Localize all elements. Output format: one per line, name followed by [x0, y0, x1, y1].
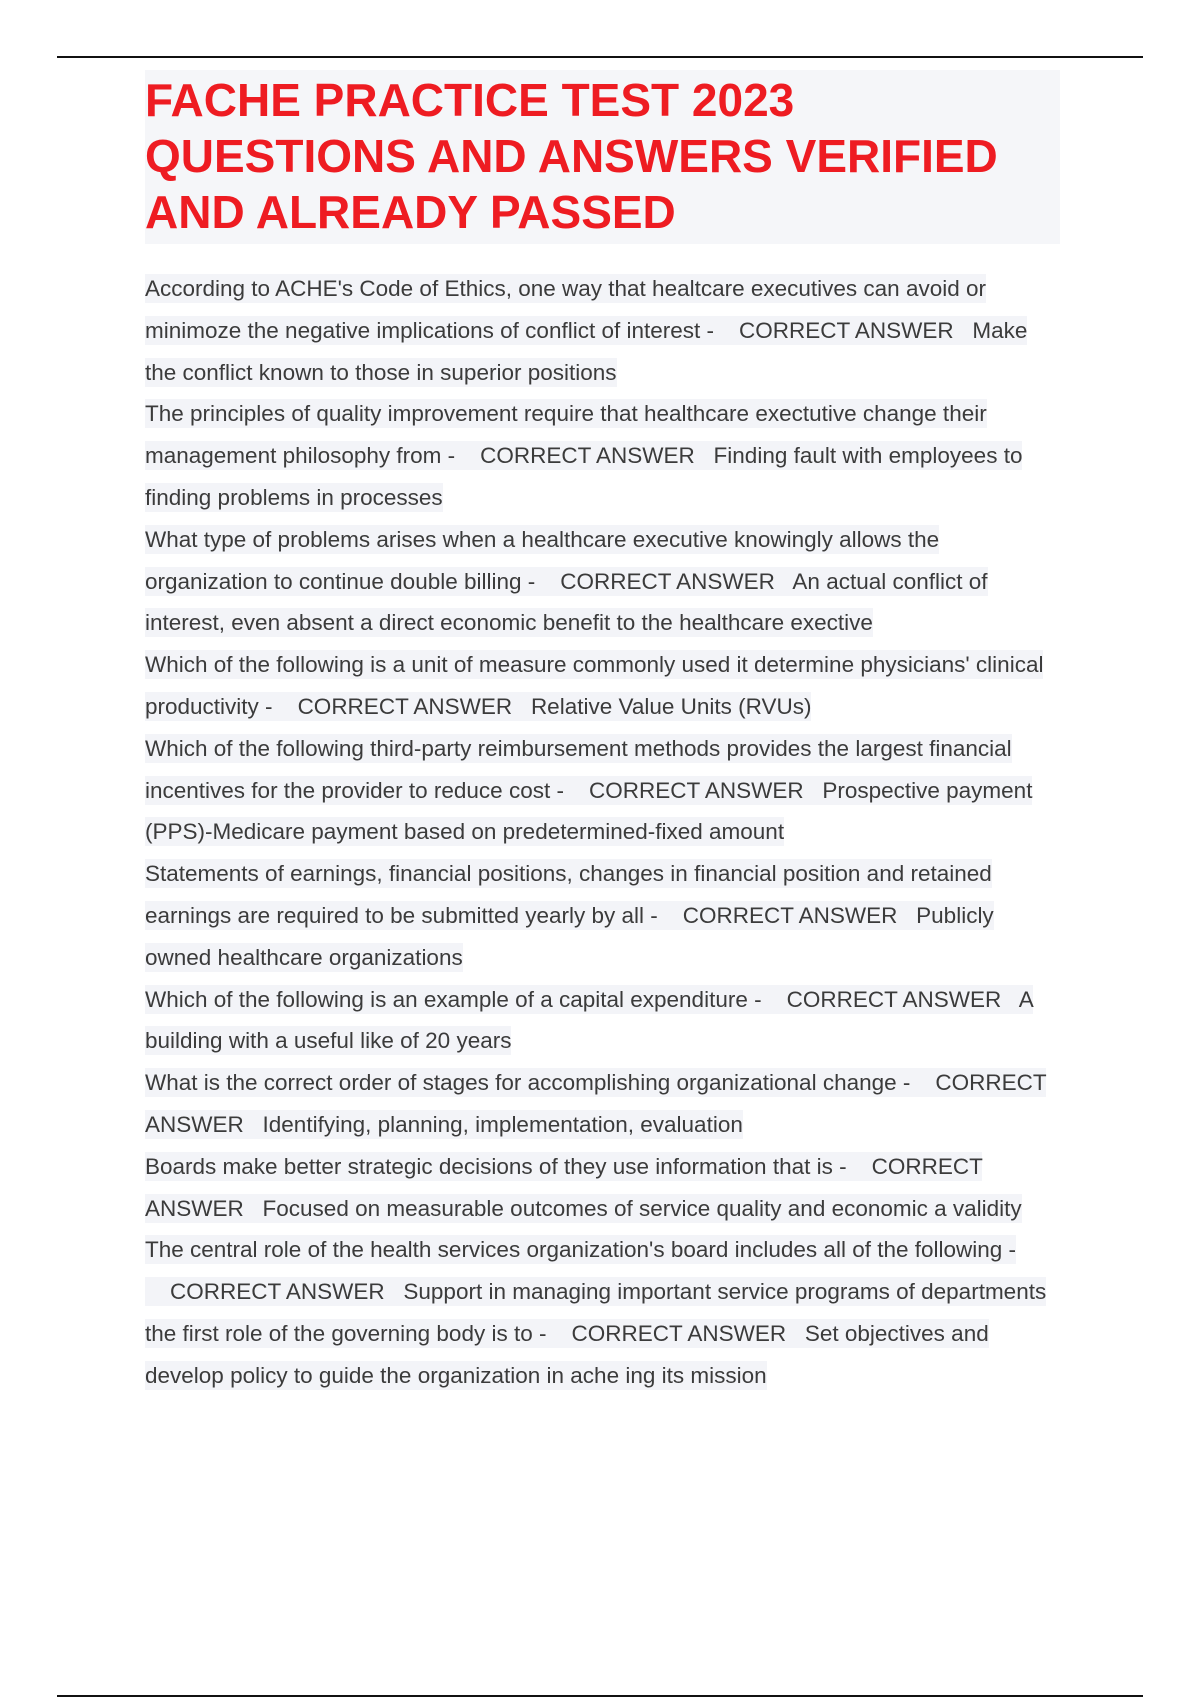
qa-item: [145, 1146, 1060, 1230]
answer-marker: CORRECT ANSWER: [571, 1320, 787, 1346]
answer-marker: CORRECT ANSWER: [739, 317, 954, 343]
answer-text: Prospective payment (PPS)-Medicare payment based on predetermined-fixed amount: [145, 777, 1033, 845]
qa-list: [145, 268, 1060, 1397]
question-text: The central role of the health services organization's board includes all of the following -: [145, 1237, 1017, 1263]
qa-item: [145, 1062, 1060, 1146]
question-text: The principles of quality improvement require that healthcare exectutive change their management philosophy from -: [145, 401, 987, 469]
answer-text: Make the conflict known to those in superior positions: [145, 317, 1028, 385]
qa-item: [145, 728, 1060, 853]
bottom-rule: [57, 1695, 1143, 1697]
answer-text: An actual conflict of interest, even absent a direct economic benefit to the healthcare exective: [145, 568, 988, 636]
qa-item: [145, 979, 1060, 1063]
answer-text: A building with a useful like of 20 years: [145, 986, 1033, 1054]
answer-marker: CORRECT ANSWER: [170, 1279, 385, 1305]
answer-marker: CORRECT ANSWER: [297, 693, 513, 719]
qa-item: [145, 519, 1060, 644]
answer-marker: CORRECT ANSWER: [588, 777, 804, 803]
document-title: FACHE PRACTICE TEST 2023 QUESTIONS AND ANSWERS VERIFIED AND ALREADY PASSED: [145, 74, 998, 238]
answer-marker: CORRECT ANSWER: [145, 1070, 1047, 1137]
answer-text: Identifying, planning, implementation, evaluation: [262, 1111, 743, 1137]
answer-text: Focused on measurable outcomes of service quality and economic a validity: [262, 1195, 1022, 1221]
answer-marker: CORRECT ANSWER: [480, 443, 695, 469]
question-text: Which of the following is an example of a capital expenditure -: [145, 986, 762, 1012]
answer-text: Support in managing important service programs of departments: [403, 1279, 1047, 1305]
answer-marker: CORRECT ANSWER: [786, 986, 1002, 1012]
answer-marker: CORRECT ANSWER: [560, 568, 775, 594]
qa-item: [145, 393, 1060, 518]
document-body: [145, 70, 1060, 1397]
question-text: Which of the following is a unit of measure commonly used it determine physicians' clinical productivity -: [145, 652, 1044, 719]
qa-item: [145, 853, 1060, 978]
answer-marker: CORRECT ANSWER: [145, 1153, 983, 1221]
answer-text: Set objectives and develop policy to guide the organization in ache ing its mission: [145, 1320, 989, 1388]
question-text: Statements of earnings, financial positions, changes in financial position and retained earnings are required to be submitted yearly by all -: [145, 861, 992, 928]
question-text: Which of the following third-party reimbursement methods provides the largest financial incentives for the provider to reduce cost -: [145, 735, 1012, 803]
top-rule: [57, 56, 1143, 58]
question-text: What type of problems arises when a healthcare executive knowingly allows the organization to continue double billing -: [145, 526, 940, 594]
title-block: [145, 70, 1060, 244]
answer-marker: CORRECT ANSWER: [682, 902, 898, 928]
qa-item: [145, 644, 1060, 728]
qa-item: [145, 1313, 1060, 1397]
question-text: According to ACHE's Code of Ethics, one way that healtcare executives can avoid or minimoze the negative implications of conflict of interest -: [145, 276, 986, 343]
answer-text: Publicly owned healthcare organizations: [145, 902, 994, 970]
question-text: What is the correct order of stages for accomplishing organizational change -: [145, 1070, 911, 1096]
question-text: the first role of the governing body is to -: [145, 1320, 547, 1346]
question-text: Boards make better strategic decisions of they use information that is -: [145, 1153, 847, 1179]
qa-item: [145, 1229, 1060, 1313]
qa-item: [145, 268, 1060, 393]
answer-text: Finding fault with employees to finding problems in processes: [145, 443, 1023, 510]
answer-text: Relative Value Units (RVUs): [530, 693, 812, 719]
